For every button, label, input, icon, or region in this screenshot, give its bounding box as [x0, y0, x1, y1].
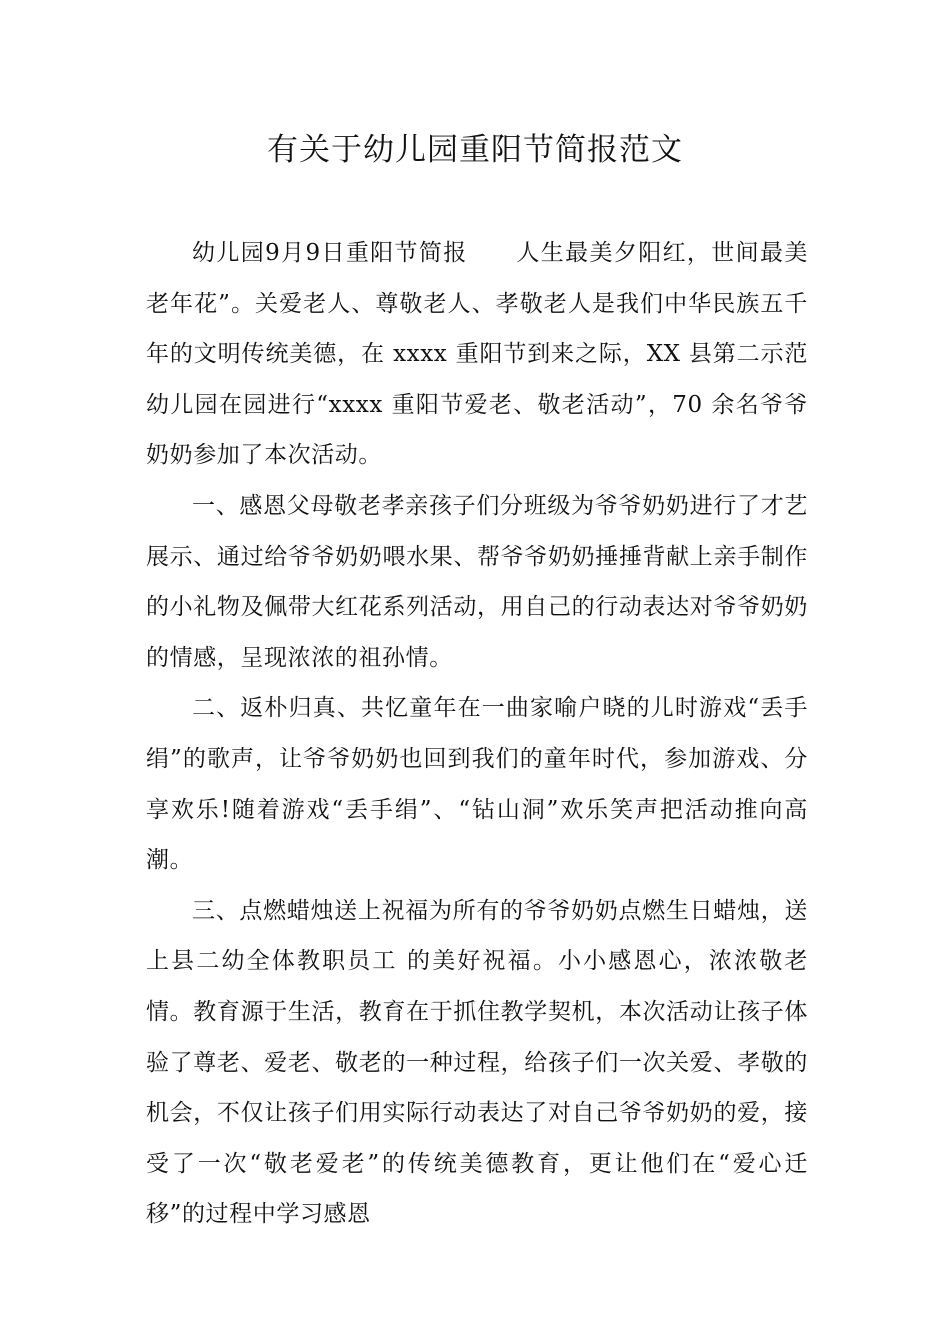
document-title: 有关于幼儿园重阳节简报范文 — [267, 132, 683, 168]
paragraph-section-1: 一、感恩父母敬老孝亲孩子们分班级为爷爷奶奶进行了才艺展示、通过给爷爷奶奶喂水果、帮爷爷奶奶捶捶背献上亲手制作的小礼物及佩带大红花系列活动，用自己的行动表达对爷爷奶奶的情感，呈现浓浓的祖孙情。 — [146, 492, 808, 671]
paragraph-section-3: 三、点燃蜡烛送上祝福为所有的爷爷奶奶点燃生日蜡烛，送上县二幼全体教职员工 的美好祝福。小小感恩心，浓浓敬老情。教育源于生活，教育在于抓住教学契机，本次活动让孩子体验了尊老、爱老、敬老的一种过程，给孩子们一次关爱、孝敬的机会，不仅让孩子们用实际行动表达了对自己爷爷奶奶的爱，接受了一次“敬老爱老”的传统美德教育，更让他们在“爱心迁移”的过程中学习感恩 — [146, 897, 808, 1228]
paragraph-intro: 幼儿园9月9日重阳节简报 人生最美夕阳红，世间最美老年花”。关爱老人、尊敬老人、孝敬老人是我们中华民族五千年的文明传统美德，在 xxxx 重阳节到来之际，XX 县第二示范幼儿园在园进行“xxxx 重阳节爱老、敬老活动”，70 余名爷爷奶奶参加了本次活动。 — [146, 240, 808, 469]
paragraph-section-2: 二、返朴归真、共忆童年在一曲家喻户晓的儿时游戏“丢手绢”的歌声，让爷爷奶奶也回到我们的童年时代，参加游戏、分享欢乐!随着游戏“丢手绢”、“钻山洞”欢乐笑声把活动推向高潮。 — [146, 695, 808, 874]
document-body — [146, 228, 808, 1240]
